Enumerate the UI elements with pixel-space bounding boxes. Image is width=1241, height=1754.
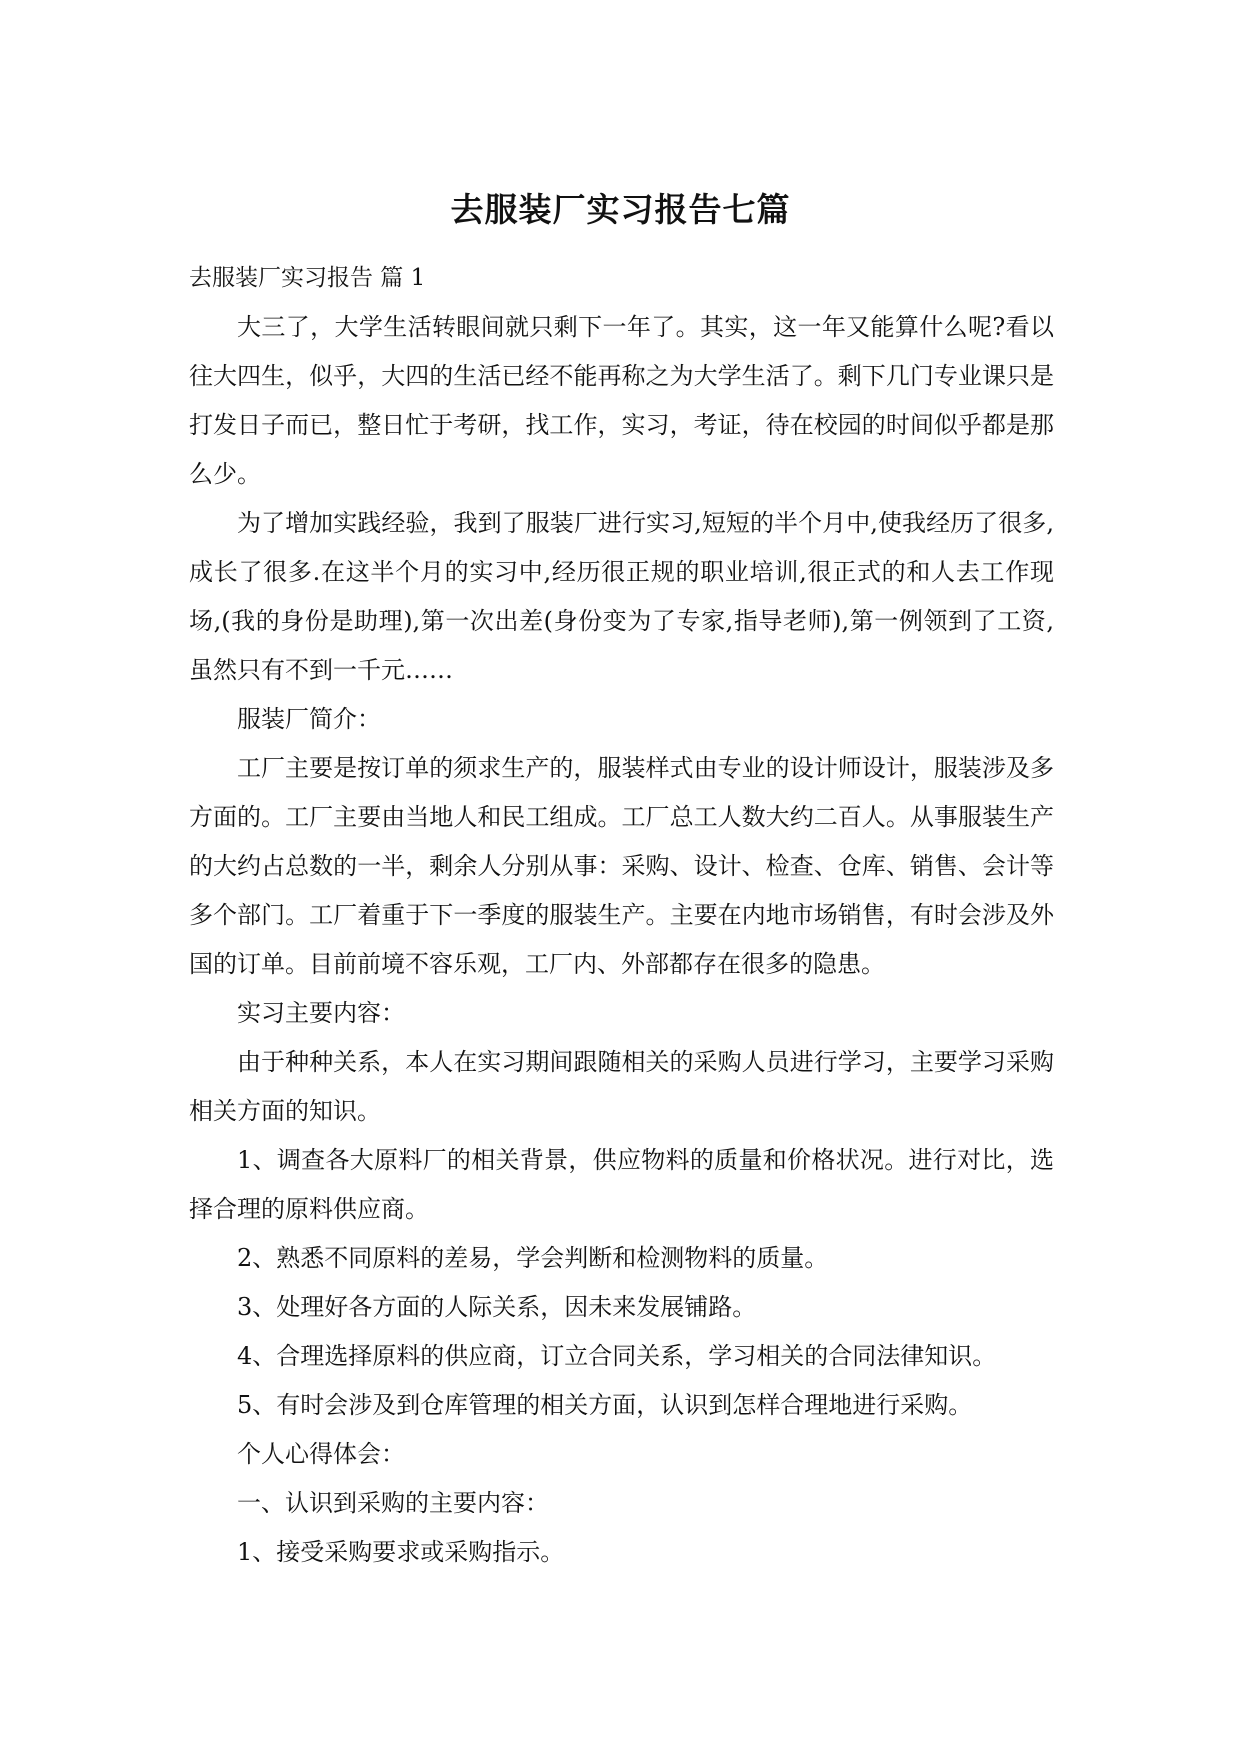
list-item: 3、处理好各方面的人际关系，因未来发展铺路。 <box>237 1293 757 1321</box>
paragraph: 大三了，大学生活转眼间就只剩下一年了。其实，这一年又能算什么呢?看以往大四生，似乎，大四的生活已经不能再称之为大学生活了。剩下几门专业课只是打发日子而已，整日忙于考研，找工作，实习，考证，待在校园的时间似乎都是那么少。 <box>189 313 1054 488</box>
list-item: 1、调查各大原料厂的相关背景，供应物料的质量和价格状况。进行对比，选择合理的原料供应商。 <box>189 1146 1054 1223</box>
paragraph: 为了增加实践经验，我到了服装厂进行实习,短短的半个月中,使我经历了很多,成长了很多.在这半个月的实习中,经历很正规的职业培训,很正式的和人去工作现场,(我的身份是助理),第一次出差(身份变为了专家,指导老师),第一例领到了工资,虽然只有不到一千元…… <box>189 509 1054 684</box>
list-item: 1、接受采购要求或采购指示。 <box>237 1538 565 1566</box>
page-title: 去服装厂实习报告七篇 <box>450 190 791 229</box>
paragraph: 个人心得体会： <box>237 1440 405 1468</box>
paragraph: 服装厂简介： <box>237 705 381 733</box>
paragraph: 工厂主要是按订单的须求生产的，服装样式由专业的设计师设计，服装涉及多方面的。工厂主要由当地人和民工组成。工厂总工人数大约二百人。从事服装生产的大约占总数的一半，剩余人分别从事：采购、设计、检查、仓库、销售、会计等多个部门。工厂着重于下一季度的服装生产。主要在内地市场销售，有时会涉及外国的订单。目前前境不容乐观，工厂内、外部都存在很多的隐患。 <box>189 754 1054 978</box>
list-item: 5、有时会涉及到仓库管理的相关方面，认识到怎样合理地进行采购。 <box>237 1391 973 1419</box>
paragraph: 由于种种关系，本人在实习期间跟随相关的采购人员进行学习，主要学习采购相关方面的知识。 <box>189 1048 1054 1125</box>
list-item: 2、熟悉不同原料的差易，学会判断和检测物料的质量。 <box>237 1244 829 1272</box>
paragraph: 实习主要内容： <box>237 999 405 1027</box>
paragraph: 一、认识到采购的主要内容： <box>237 1489 549 1517</box>
document-body <box>189 254 1054 1577</box>
list-item: 4、合理选择原料的供应商，订立合同关系，学习相关的合同法律知识。 <box>237 1342 997 1370</box>
section-heading: 去服装厂实习报告 篇 1 <box>189 265 426 291</box>
